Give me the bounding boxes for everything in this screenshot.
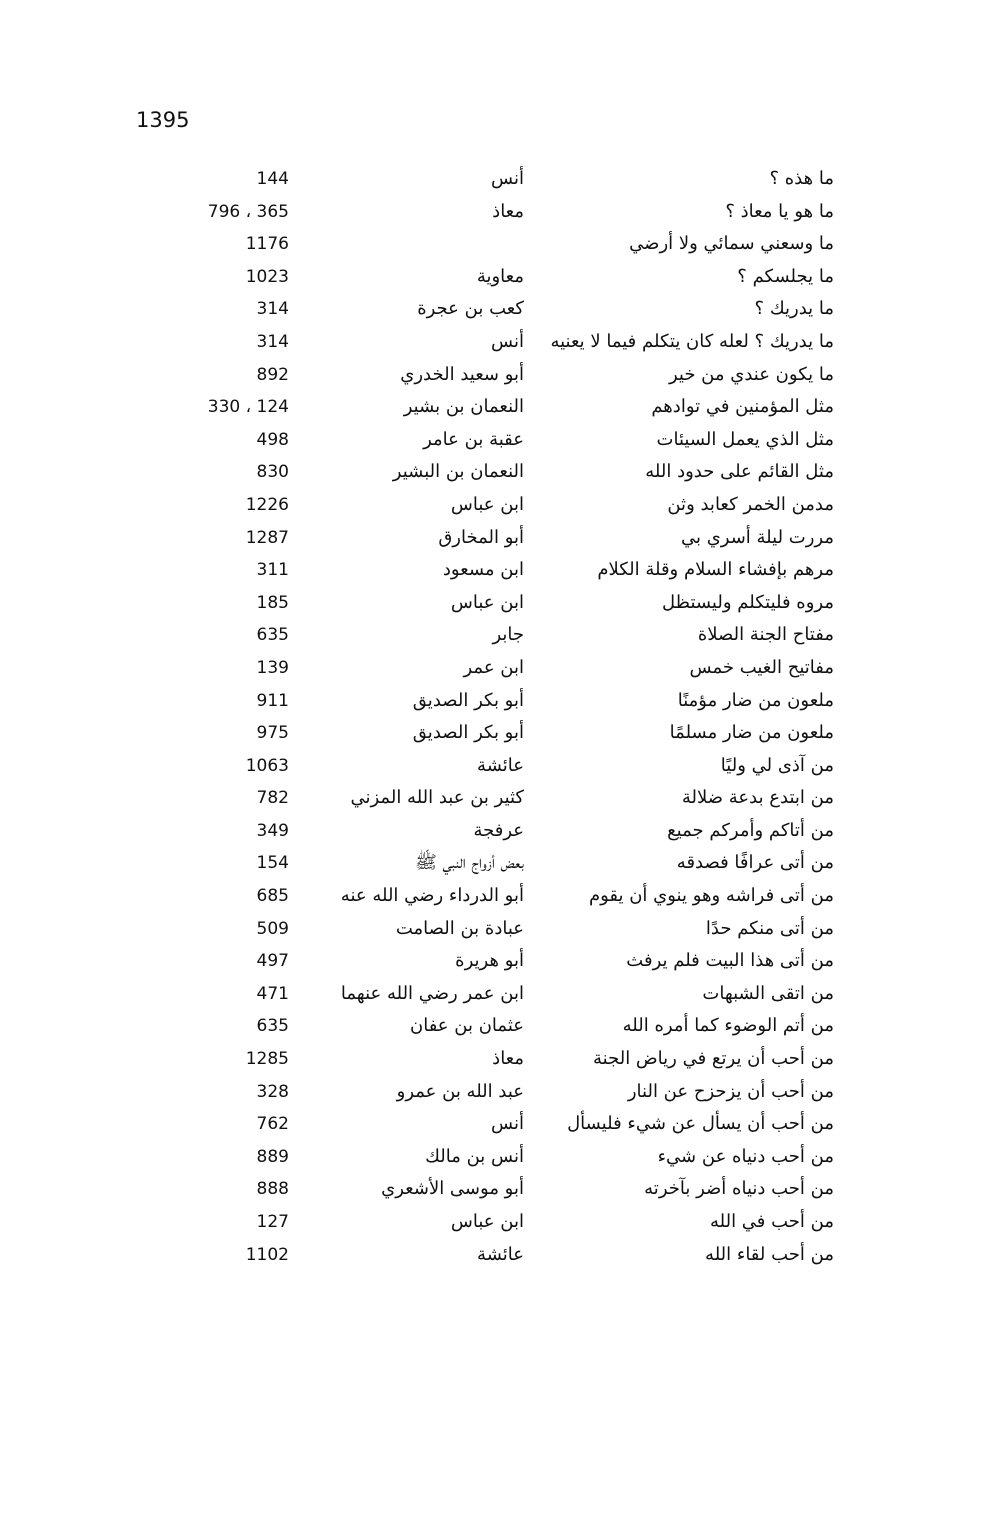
- page-reference: 685: [256, 886, 289, 907]
- index-row: [0, 522, 986, 555]
- index-row: [0, 945, 986, 978]
- narrator-name: أبو بكر الصديق: [412, 722, 524, 744]
- hadith-text: من أتى عرافًا فصدقه: [676, 852, 834, 874]
- index-row: [0, 196, 986, 229]
- page-reference: 1023: [245, 266, 289, 287]
- index-row: [0, 424, 986, 457]
- index-row: [0, 978, 986, 1011]
- index-row: [0, 1043, 986, 1076]
- index-row: [0, 685, 986, 718]
- page-reference: 349: [256, 820, 289, 841]
- hadith-text: من أحب دنياه أضر بآخرته: [644, 1178, 834, 1200]
- index-row: [0, 163, 986, 196]
- hadith-text: من أحب أن يزحزح عن النار: [627, 1080, 834, 1102]
- index-row: [0, 391, 986, 424]
- index-row: [0, 1076, 986, 1109]
- page-reference: 185: [256, 592, 289, 613]
- page-reference: 635: [256, 625, 289, 646]
- index-row: [0, 847, 986, 880]
- narrator-name: كعب بن عجرة: [417, 298, 524, 320]
- hadith-text: مفتاح الجنة الصلاة: [697, 624, 834, 646]
- narrator-name: معاوية: [476, 265, 524, 287]
- hadith-text: ما يكون عندي من خير: [668, 363, 834, 385]
- narrator-name: معاذ: [492, 200, 524, 222]
- index-row: [0, 326, 986, 359]
- narrator-name: ابن عمر رضي الله عنهما: [340, 982, 524, 1004]
- hadith-text: من أحب في الله: [709, 1211, 834, 1232]
- hadith-text: ملعون من ضار مسلمًا: [669, 722, 834, 744]
- page-reference: 509: [256, 918, 289, 939]
- hadith-text: ما هذه ؟: [769, 168, 834, 189]
- index-row: [0, 1173, 986, 1206]
- hadith-text: ما وسعني سمائي ولا أرضي: [629, 233, 834, 255]
- hadith-text: من أتى منكم حدًا: [705, 917, 834, 939]
- hadith-text: مدمن الخمر كعابد وثن: [667, 493, 834, 515]
- narrator-name: النعمان بن البشير: [392, 461, 524, 483]
- hadith-text: ملعون من ضار مؤمنًا: [677, 689, 834, 711]
- index-row: [0, 880, 986, 913]
- page-reference: 782: [256, 788, 289, 809]
- hadith-text: من أحب أن يسأل عن شيء فليسأل: [567, 1113, 834, 1135]
- narrator-name: كثير بن عبد الله المزني: [350, 787, 524, 809]
- index-row: [0, 554, 986, 587]
- narrator-name: عائشة: [477, 754, 524, 776]
- page-reference: 911: [256, 690, 289, 711]
- page-reference: 1176: [245, 234, 289, 255]
- narrator-name: عثمان بن عفان: [410, 1015, 524, 1037]
- narrator-name: أنس: [491, 1113, 524, 1135]
- hadith-text: ما هو يا معاذ ؟: [725, 200, 834, 222]
- narrator-name: عائشة: [477, 1243, 524, 1265]
- page-number: 1395: [136, 108, 190, 132]
- page-reference: 365 ، 796: [207, 201, 289, 222]
- index-row: [0, 1239, 986, 1272]
- hadith-text: من أحب أن يرتع في رياض الجنة: [593, 1048, 834, 1070]
- page-reference: 127: [256, 1212, 289, 1232]
- hadith-text: ما يجلسكم ؟: [737, 265, 834, 287]
- hadith-text: من ابتدع بدعة ضلالة: [681, 787, 834, 809]
- hadith-text: مثل الذي يعمل السيئات: [656, 428, 834, 450]
- hadith-text: من أتى هذا البيت فلم يرفث: [626, 950, 834, 972]
- narrator-name: أبو موسى الأشعري: [381, 1178, 524, 1200]
- page-reference: 888: [256, 1179, 289, 1200]
- hadith-index-table: [0, 163, 986, 1271]
- narrator-name: أنس بن مالك: [425, 1145, 524, 1167]
- page-reference: 830: [256, 462, 289, 483]
- narrator-name: أنس: [491, 168, 524, 189]
- page-reference: 1287: [245, 527, 289, 548]
- narrator-name: ابن عباس: [450, 493, 524, 515]
- index-row: [0, 619, 986, 652]
- page-reference: 124 ، 330: [207, 397, 289, 418]
- page-reference: 497: [256, 951, 289, 972]
- page-reference: 311: [256, 560, 289, 581]
- index-row: [0, 293, 986, 326]
- narrator-name: عبادة بن الصامت: [395, 917, 524, 939]
- narrator-name: بعض أزواج النبي ﷺ: [415, 852, 524, 874]
- page-reference: 139: [256, 657, 289, 678]
- index-row: [0, 652, 986, 685]
- index-row: [0, 359, 986, 392]
- narrator-name: عبد الله بن عمرو: [396, 1080, 524, 1102]
- hadith-text: من أتاكم وأمركم جميع: [667, 819, 834, 841]
- hadith-text: مفاتيح الغيب خمس: [689, 656, 834, 678]
- index-row: [0, 1108, 986, 1141]
- index-row: [0, 913, 986, 946]
- hadith-text: مرهم بإفشاء السلام وقلة الكلام: [597, 559, 834, 581]
- hadith-text: من أتم الوضوء كما أمره الله: [622, 1015, 834, 1037]
- page-reference: 1285: [245, 1049, 289, 1070]
- hadith-text: من اتقى الشبهات: [702, 982, 834, 1004]
- narrator-name: أبو هريرة: [455, 950, 524, 972]
- narrator-name: أبو المخارق: [438, 526, 524, 548]
- page-reference: 762: [256, 1114, 289, 1135]
- hadith-text: من آذى لي وليًا: [720, 754, 834, 776]
- page-reference: 892: [256, 364, 289, 385]
- index-row: [0, 1010, 986, 1043]
- hadith-text: مثل القائم على حدود الله: [645, 461, 834, 483]
- hadith-text: من أتى فراشه وهو ينوي أن يقوم: [588, 885, 834, 907]
- index-row: [0, 1141, 986, 1174]
- page-reference: 1102: [245, 1244, 289, 1265]
- index-row: [0, 782, 986, 815]
- hadith-text: مثل المؤمنين في توادهم: [651, 396, 834, 418]
- index-row: [0, 489, 986, 522]
- narrator-name: أنس: [491, 330, 524, 352]
- page-reference: 1063: [245, 755, 289, 776]
- hadith-text: من أحب لقاء الله: [705, 1243, 834, 1265]
- page-reference: 635: [256, 1016, 289, 1037]
- page-reference: 154: [256, 853, 289, 874]
- index-row: [0, 228, 986, 261]
- narrator-name: جابر: [492, 624, 524, 646]
- narrator-name: ابن مسعود: [442, 559, 524, 581]
- page-reference: 889: [256, 1146, 289, 1167]
- index-row: [0, 587, 986, 620]
- narrator-name: عقبة بن عامر: [423, 428, 524, 450]
- index-row: [0, 815, 986, 848]
- page-reference: 975: [256, 723, 289, 744]
- hadith-text: من أحب دنياه عن شيء: [657, 1145, 834, 1167]
- index-row: [0, 717, 986, 750]
- narrator-name: ابن عباس: [450, 591, 524, 613]
- narrator-name: معاذ: [492, 1048, 524, 1070]
- narrator-name: النعمان بن بشير: [403, 396, 524, 418]
- hadith-text: ما يدريك ؟ لعله كان يتكلم فيما لا يعنيه: [550, 330, 834, 352]
- hadith-text: مررت ليلة أسري بي: [680, 526, 834, 548]
- index-row: [0, 456, 986, 489]
- page-reference: 498: [256, 429, 289, 450]
- page-reference: 314: [256, 331, 289, 352]
- page-reference: 471: [256, 983, 289, 1004]
- narrator-name: أبو الدرداء رضي الله عنه: [340, 885, 524, 907]
- narrator-name: ابن عباس: [450, 1211, 524, 1232]
- index-row: [0, 261, 986, 294]
- narrator-name: أبو بكر الصديق: [412, 689, 524, 711]
- index-row: [0, 750, 986, 783]
- page-reference: 314: [256, 299, 289, 320]
- narrator-name: ابن عمر: [463, 656, 524, 678]
- index-row: [0, 1206, 986, 1239]
- hadith-text: مروه فليتكلم وليستظل: [662, 591, 834, 613]
- page-reference: 328: [256, 1081, 289, 1102]
- narrator-name: أبو سعيد الخدري: [400, 363, 524, 385]
- hadith-text: ما يدريك ؟: [754, 298, 834, 320]
- page-reference: 1226: [245, 494, 289, 515]
- narrator-name: عرفجة: [473, 819, 524, 841]
- page-reference: 144: [256, 169, 289, 189]
